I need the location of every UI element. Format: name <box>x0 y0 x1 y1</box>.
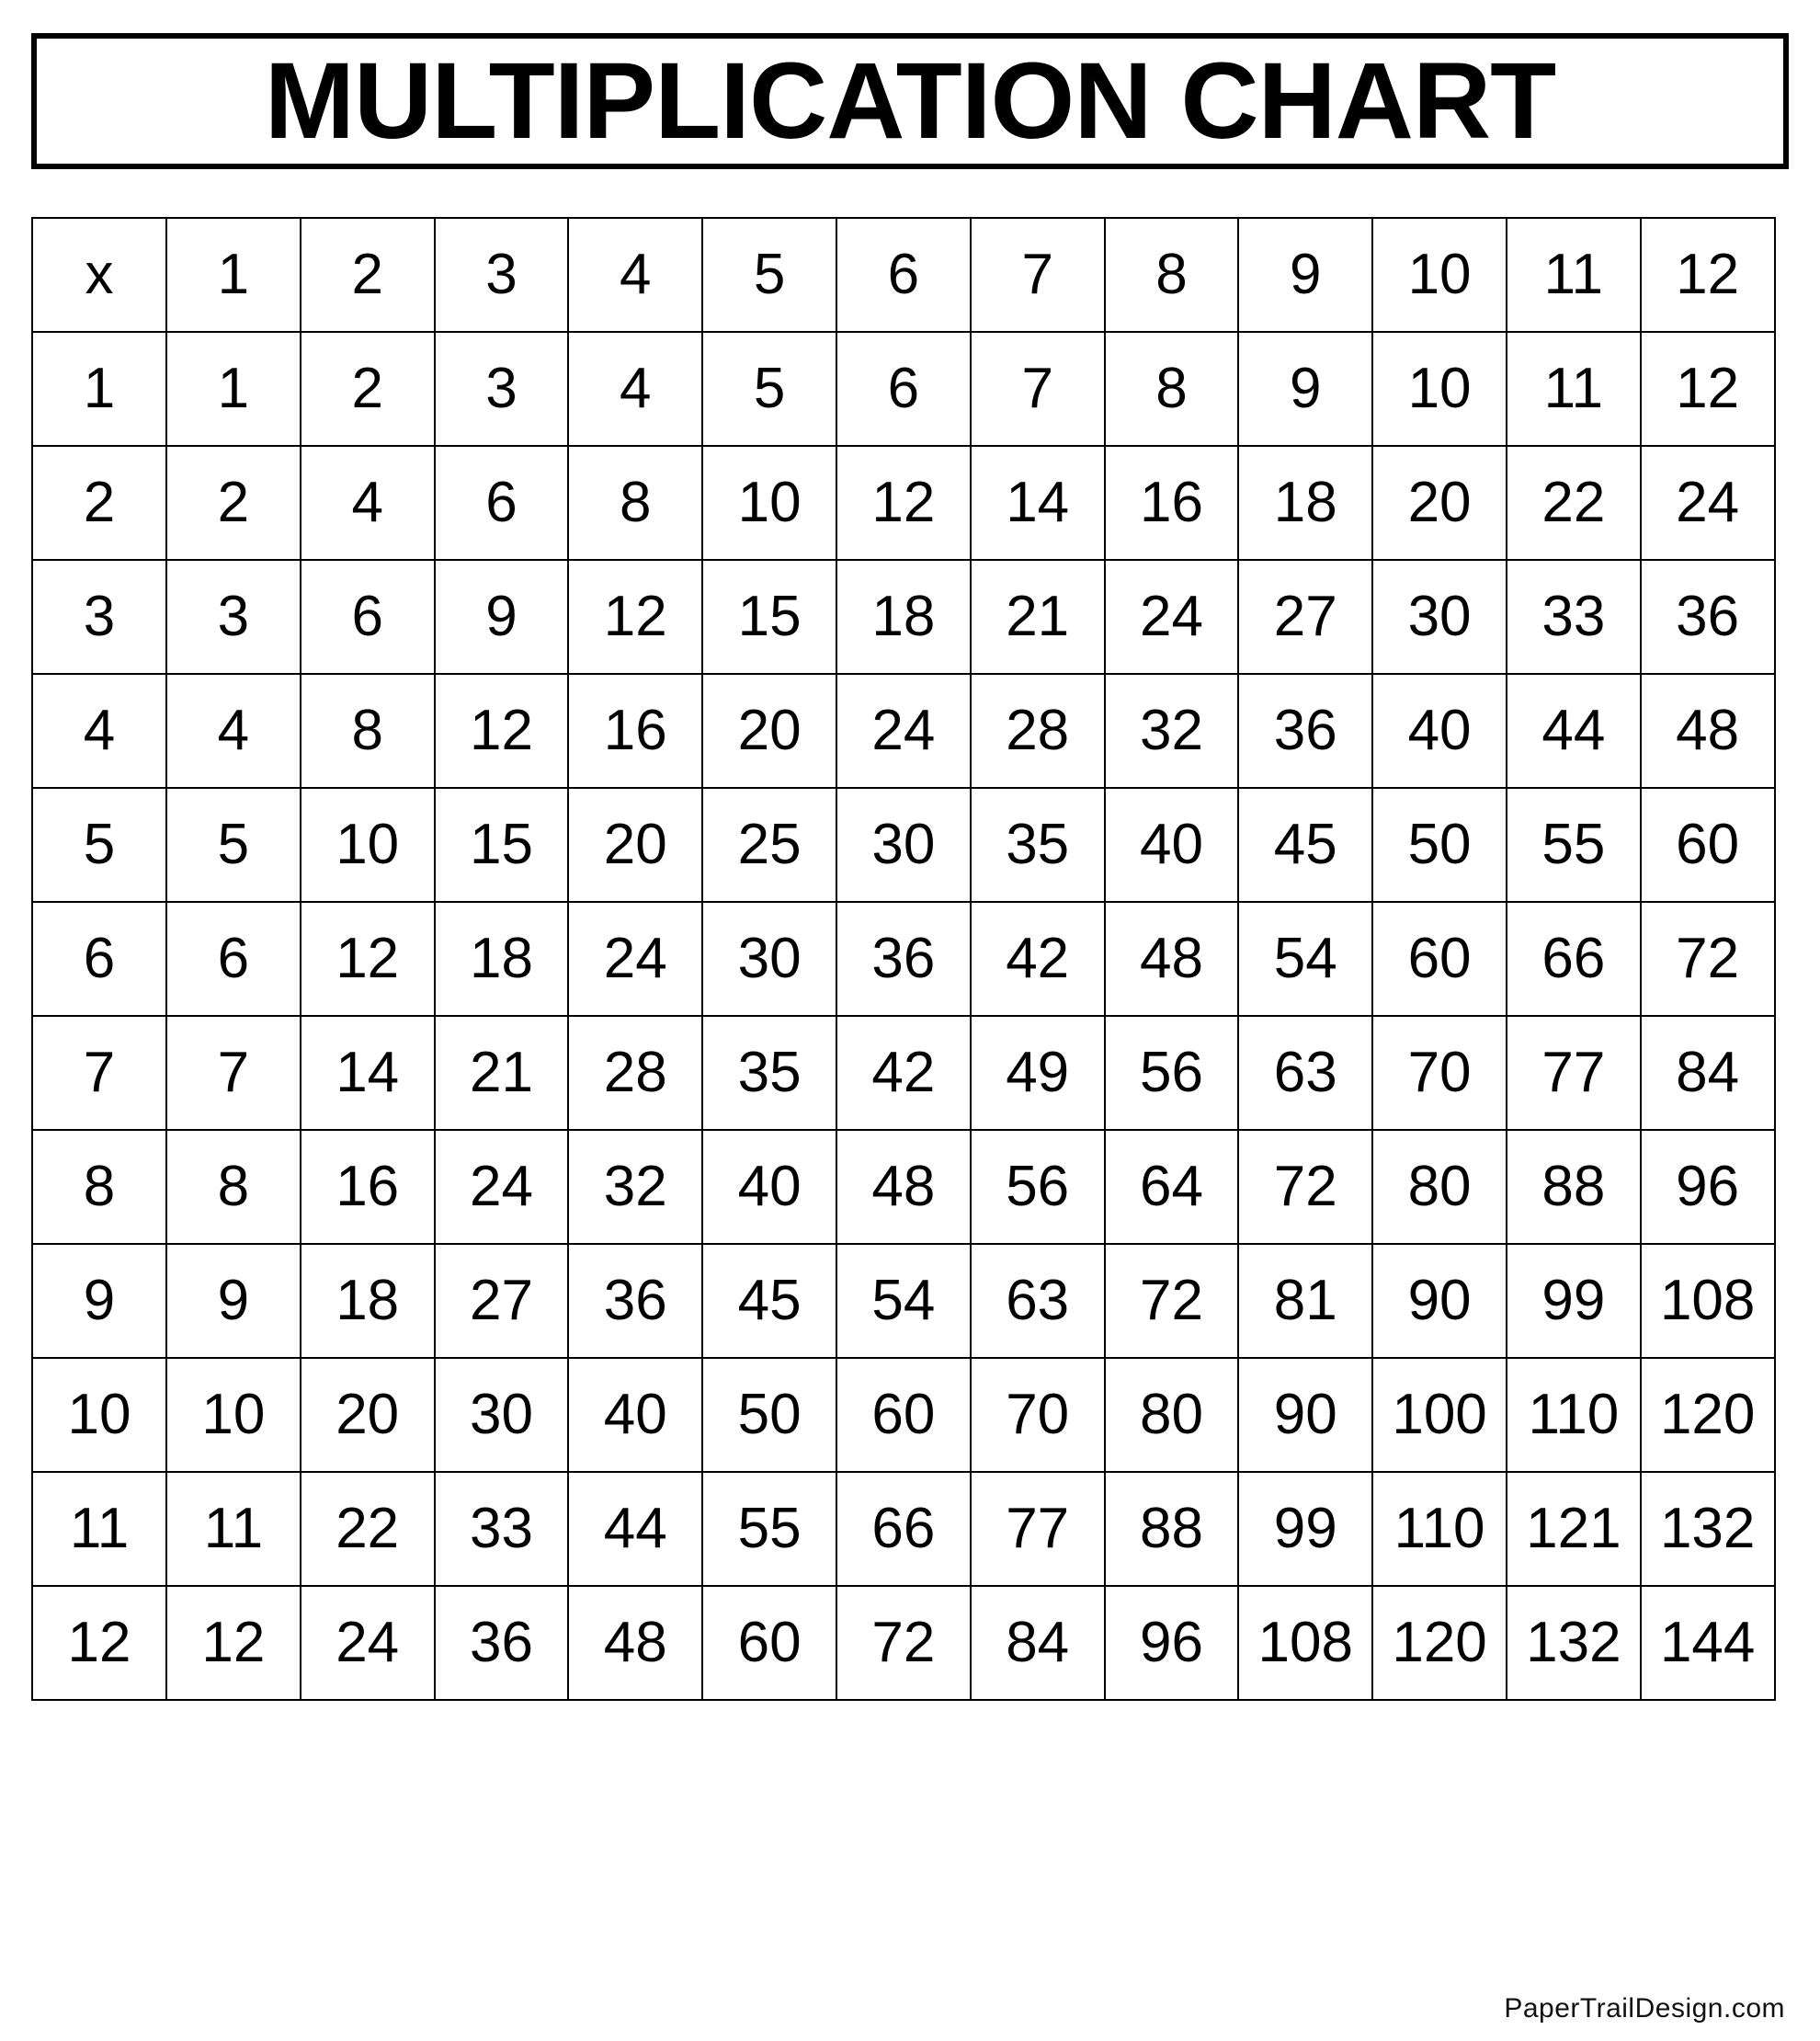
cell-6-4: 24 <box>568 902 702 1016</box>
cell-7-3: 21 <box>435 1016 569 1130</box>
cell-6-8: 48 <box>1105 902 1239 1016</box>
cell-1-2: 2 <box>301 332 435 446</box>
cell-10-10: 100 <box>1372 1358 1507 1472</box>
table-body <box>32 332 1775 1700</box>
row-header-4: 4 <box>32 674 166 788</box>
cell-4-1: 4 <box>166 674 301 788</box>
cell-2-8: 16 <box>1105 446 1239 560</box>
cell-1-9: 9 <box>1238 332 1372 446</box>
cell-6-10: 60 <box>1372 902 1507 1016</box>
title-box <box>31 33 1789 169</box>
cell-5-3: 15 <box>435 788 569 902</box>
cell-7-7: 49 <box>971 1016 1105 1130</box>
table-row <box>32 674 1775 788</box>
cell-5-11: 55 <box>1507 788 1641 902</box>
table-row <box>32 1016 1775 1130</box>
cell-4-7: 28 <box>971 674 1105 788</box>
cell-4-10: 40 <box>1372 674 1507 788</box>
cell-5-10: 50 <box>1372 788 1507 902</box>
cell-2-12: 24 <box>1641 446 1775 560</box>
cell-11-1: 11 <box>166 1472 301 1586</box>
row-header-9: 9 <box>32 1244 166 1358</box>
cell-5-8: 40 <box>1105 788 1239 902</box>
cell-5-9: 45 <box>1238 788 1372 902</box>
cell-10-8: 80 <box>1105 1358 1239 1472</box>
cell-4-6: 24 <box>836 674 971 788</box>
cell-12-2: 24 <box>301 1586 435 1700</box>
row-header-10: 10 <box>32 1358 166 1472</box>
cell-8-10: 80 <box>1372 1130 1507 1244</box>
cell-7-6: 42 <box>836 1016 971 1130</box>
cell-11-2: 22 <box>301 1472 435 1586</box>
cell-5-12: 60 <box>1641 788 1775 902</box>
cell-12-4: 48 <box>568 1586 702 1700</box>
cell-10-6: 60 <box>836 1358 971 1472</box>
cell-11-10: 110 <box>1372 1472 1507 1586</box>
row-header-5: 5 <box>32 788 166 902</box>
cell-1-3: 3 <box>435 332 569 446</box>
cell-2-2: 4 <box>301 446 435 560</box>
cell-11-5: 55 <box>702 1472 836 1586</box>
table-corner-cell: x <box>32 218 166 332</box>
cell-6-5: 30 <box>702 902 836 1016</box>
table-row <box>32 446 1775 560</box>
cell-4-3: 12 <box>435 674 569 788</box>
cell-9-8: 72 <box>1105 1244 1239 1358</box>
cell-3-12: 36 <box>1641 560 1775 674</box>
cell-4-12: 48 <box>1641 674 1775 788</box>
cell-3-5: 15 <box>702 560 836 674</box>
cell-1-5: 5 <box>702 332 836 446</box>
cell-2-1: 2 <box>166 446 301 560</box>
cell-6-7: 42 <box>971 902 1105 1016</box>
cell-5-1: 5 <box>166 788 301 902</box>
cell-3-9: 27 <box>1238 560 1372 674</box>
cell-1-12: 12 <box>1641 332 1775 446</box>
row-header-1: 1 <box>32 332 166 446</box>
cell-8-4: 32 <box>568 1130 702 1244</box>
column-header-4: 4 <box>568 218 702 332</box>
multiplication-table <box>31 217 1776 1701</box>
cell-1-10: 10 <box>1372 332 1507 446</box>
cell-6-3: 18 <box>435 902 569 1016</box>
table-row <box>32 788 1775 902</box>
row-header-3: 3 <box>32 560 166 674</box>
cell-10-5: 50 <box>702 1358 836 1472</box>
cell-8-6: 48 <box>836 1130 971 1244</box>
cell-7-4: 28 <box>568 1016 702 1130</box>
cell-3-10: 30 <box>1372 560 1507 674</box>
cell-12-3: 36 <box>435 1586 569 1700</box>
cell-11-6: 66 <box>836 1472 971 1586</box>
cell-3-2: 6 <box>301 560 435 674</box>
cell-10-1: 10 <box>166 1358 301 1472</box>
cell-1-4: 4 <box>568 332 702 446</box>
cell-8-11: 88 <box>1507 1130 1641 1244</box>
cell-8-12: 96 <box>1641 1130 1775 1244</box>
cell-12-7: 84 <box>971 1586 1105 1700</box>
cell-5-4: 20 <box>568 788 702 902</box>
cell-2-9: 18 <box>1238 446 1372 560</box>
table-row <box>32 902 1775 1016</box>
cell-1-6: 6 <box>836 332 971 446</box>
cell-11-11: 121 <box>1507 1472 1641 1586</box>
cell-1-11: 11 <box>1507 332 1641 446</box>
cell-9-9: 81 <box>1238 1244 1372 1358</box>
row-header-11: 11 <box>32 1472 166 1586</box>
table-row <box>32 560 1775 674</box>
column-header-6: 6 <box>836 218 971 332</box>
cell-1-1: 1 <box>166 332 301 446</box>
cell-5-7: 35 <box>971 788 1105 902</box>
row-header-12: 12 <box>32 1586 166 1700</box>
cell-7-11: 77 <box>1507 1016 1641 1130</box>
table-row <box>32 332 1775 446</box>
cell-6-2: 12 <box>301 902 435 1016</box>
cell-3-7: 21 <box>971 560 1105 674</box>
cell-12-10: 120 <box>1372 1586 1507 1700</box>
column-header-10: 10 <box>1372 218 1507 332</box>
cell-3-11: 33 <box>1507 560 1641 674</box>
table-row <box>32 1130 1775 1244</box>
cell-7-12: 84 <box>1641 1016 1775 1130</box>
table-header-row <box>32 218 1775 332</box>
cell-3-1: 3 <box>166 560 301 674</box>
cell-6-9: 54 <box>1238 902 1372 1016</box>
column-header-9: 9 <box>1238 218 1372 332</box>
cell-3-6: 18 <box>836 560 971 674</box>
cell-7-1: 7 <box>166 1016 301 1130</box>
cell-10-4: 40 <box>568 1358 702 1472</box>
cell-8-2: 16 <box>301 1130 435 1244</box>
page-title: MULTIPLICATION CHART <box>264 40 1556 162</box>
cell-4-5: 20 <box>702 674 836 788</box>
cell-7-9: 63 <box>1238 1016 1372 1130</box>
column-header-2: 2 <box>301 218 435 332</box>
cell-11-8: 88 <box>1105 1472 1239 1586</box>
cell-10-2: 20 <box>301 1358 435 1472</box>
cell-9-12: 108 <box>1641 1244 1775 1358</box>
cell-1-8: 8 <box>1105 332 1239 446</box>
cell-5-5: 25 <box>702 788 836 902</box>
column-header-1: 1 <box>166 218 301 332</box>
cell-12-8: 96 <box>1105 1586 1239 1700</box>
chart-container <box>31 217 1789 1701</box>
cell-4-8: 32 <box>1105 674 1239 788</box>
cell-7-2: 14 <box>301 1016 435 1130</box>
cell-11-7: 77 <box>971 1472 1105 1586</box>
table-row <box>32 1586 1775 1700</box>
row-header-6: 6 <box>32 902 166 1016</box>
cell-4-4: 16 <box>568 674 702 788</box>
cell-12-12: 144 <box>1641 1586 1775 1700</box>
cell-6-11: 66 <box>1507 902 1641 1016</box>
cell-2-6: 12 <box>836 446 971 560</box>
cell-9-7: 63 <box>971 1244 1105 1358</box>
cell-4-9: 36 <box>1238 674 1372 788</box>
cell-12-5: 60 <box>702 1586 836 1700</box>
row-header-7: 7 <box>32 1016 166 1130</box>
cell-5-2: 10 <box>301 788 435 902</box>
cell-12-1: 12 <box>166 1586 301 1700</box>
cell-7-8: 56 <box>1105 1016 1239 1130</box>
cell-8-5: 40 <box>702 1130 836 1244</box>
column-header-12: 12 <box>1641 218 1775 332</box>
cell-9-5: 45 <box>702 1244 836 1358</box>
cell-12-11: 132 <box>1507 1586 1641 1700</box>
cell-9-4: 36 <box>568 1244 702 1358</box>
cell-9-1: 9 <box>166 1244 301 1358</box>
cell-8-9: 72 <box>1238 1130 1372 1244</box>
cell-11-9: 99 <box>1238 1472 1372 1586</box>
column-header-3: 3 <box>435 218 569 332</box>
cell-2-5: 10 <box>702 446 836 560</box>
cell-5-6: 30 <box>836 788 971 902</box>
cell-3-3: 9 <box>435 560 569 674</box>
cell-4-11: 44 <box>1507 674 1641 788</box>
cell-11-4: 44 <box>568 1472 702 1586</box>
cell-6-1: 6 <box>166 902 301 1016</box>
cell-10-3: 30 <box>435 1358 569 1472</box>
cell-2-7: 14 <box>971 446 1105 560</box>
cell-1-7: 7 <box>971 332 1105 446</box>
cell-2-4: 8 <box>568 446 702 560</box>
column-header-8: 8 <box>1105 218 1239 332</box>
table-row <box>32 1358 1775 1472</box>
cell-12-9: 108 <box>1238 1586 1372 1700</box>
cell-9-11: 99 <box>1507 1244 1641 1358</box>
cell-7-10: 70 <box>1372 1016 1507 1130</box>
column-header-11: 11 <box>1507 218 1641 332</box>
column-header-7: 7 <box>971 218 1105 332</box>
table-row <box>32 1472 1775 1586</box>
cell-10-11: 110 <box>1507 1358 1641 1472</box>
cell-9-10: 90 <box>1372 1244 1507 1358</box>
cell-9-3: 27 <box>435 1244 569 1358</box>
cell-3-8: 24 <box>1105 560 1239 674</box>
cell-6-12: 72 <box>1641 902 1775 1016</box>
cell-8-3: 24 <box>435 1130 569 1244</box>
cell-10-12: 120 <box>1641 1358 1775 1472</box>
cell-8-1: 8 <box>166 1130 301 1244</box>
cell-10-7: 70 <box>971 1358 1105 1472</box>
cell-2-11: 22 <box>1507 446 1641 560</box>
table-row <box>32 1244 1775 1358</box>
cell-2-3: 6 <box>435 446 569 560</box>
cell-10-9: 90 <box>1238 1358 1372 1472</box>
cell-8-8: 64 <box>1105 1130 1239 1244</box>
row-header-2: 2 <box>32 446 166 560</box>
cell-6-6: 36 <box>836 902 971 1016</box>
cell-8-7: 56 <box>971 1130 1105 1244</box>
cell-4-2: 8 <box>301 674 435 788</box>
site-credit: PaperTrailDesign.com <box>1504 1993 1785 2024</box>
cell-11-12: 132 <box>1641 1472 1775 1586</box>
cell-2-10: 20 <box>1372 446 1507 560</box>
cell-9-6: 54 <box>836 1244 971 1358</box>
cell-11-3: 33 <box>435 1472 569 1586</box>
row-header-8: 8 <box>32 1130 166 1244</box>
column-header-5: 5 <box>702 218 836 332</box>
cell-9-2: 18 <box>301 1244 435 1358</box>
cell-12-6: 72 <box>836 1586 971 1700</box>
cell-3-4: 12 <box>568 560 702 674</box>
cell-7-5: 35 <box>702 1016 836 1130</box>
